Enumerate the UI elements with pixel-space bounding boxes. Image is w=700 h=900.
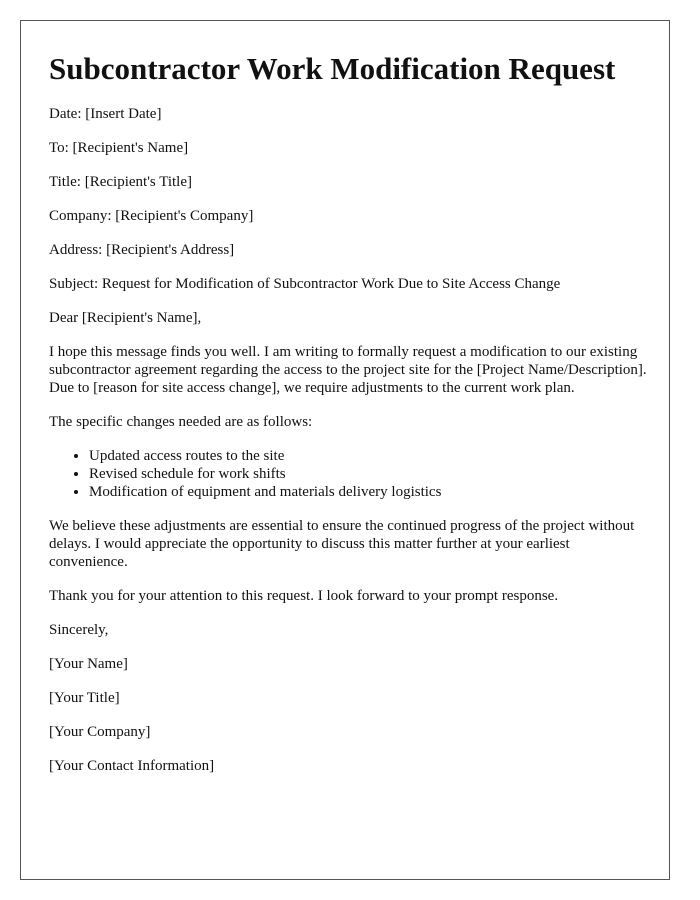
sender-name: [Your Name] [49,656,128,672]
to-line: To: [Recipient's Name] [49,140,189,156]
page-title: Subcontractor Work Modification Request [49,51,616,86]
subject-line: Subject: Request for Modification of Subcontractor Work Due to Site Access Change [49,276,561,292]
address-line: Address: [Recipient's Address] [49,242,235,258]
sender-contact: [Your Contact Information] [49,758,215,774]
sender-title: [Your Title] [49,690,120,706]
date-line: Date: [Insert Date] [49,106,162,122]
sender-company: [Your Company] [49,724,151,740]
title-line: Title: [Recipient's Title] [49,174,192,190]
salutation: Dear [Recipient's Name], [49,310,202,326]
changes-list [49,447,647,501]
list-item: • Revised schedule for work shifts [89,465,647,483]
changes-intro: The specific changes needed are as follows: [49,414,313,430]
list-item: • Updated access routes to the site [89,447,647,465]
intro-paragraph: I hope this message finds you well. I am writing to formally request a modification to our existing subcontractor agreement regarding the access to the project site for the [Project Name/Description]. Due to [reason for site access change], we require adjustments to the current work plan. [49,344,647,396]
list-item: • Modification of equipment and materials delivery logistics [89,483,647,501]
thanks-paragraph: Thank you for your attention to this request. I look forward to your prompt response. [49,588,559,604]
belief-paragraph: We believe these adjustments are essential to ensure the continued progress of the project without delays. I would appreciate the opportunity to discuss this matter further at your earliest convenience. [49,518,635,570]
company-line: Company: [Recipient's Company] [49,208,254,224]
letter-page [20,20,670,880]
sign-off: Sincerely, [49,622,109,638]
